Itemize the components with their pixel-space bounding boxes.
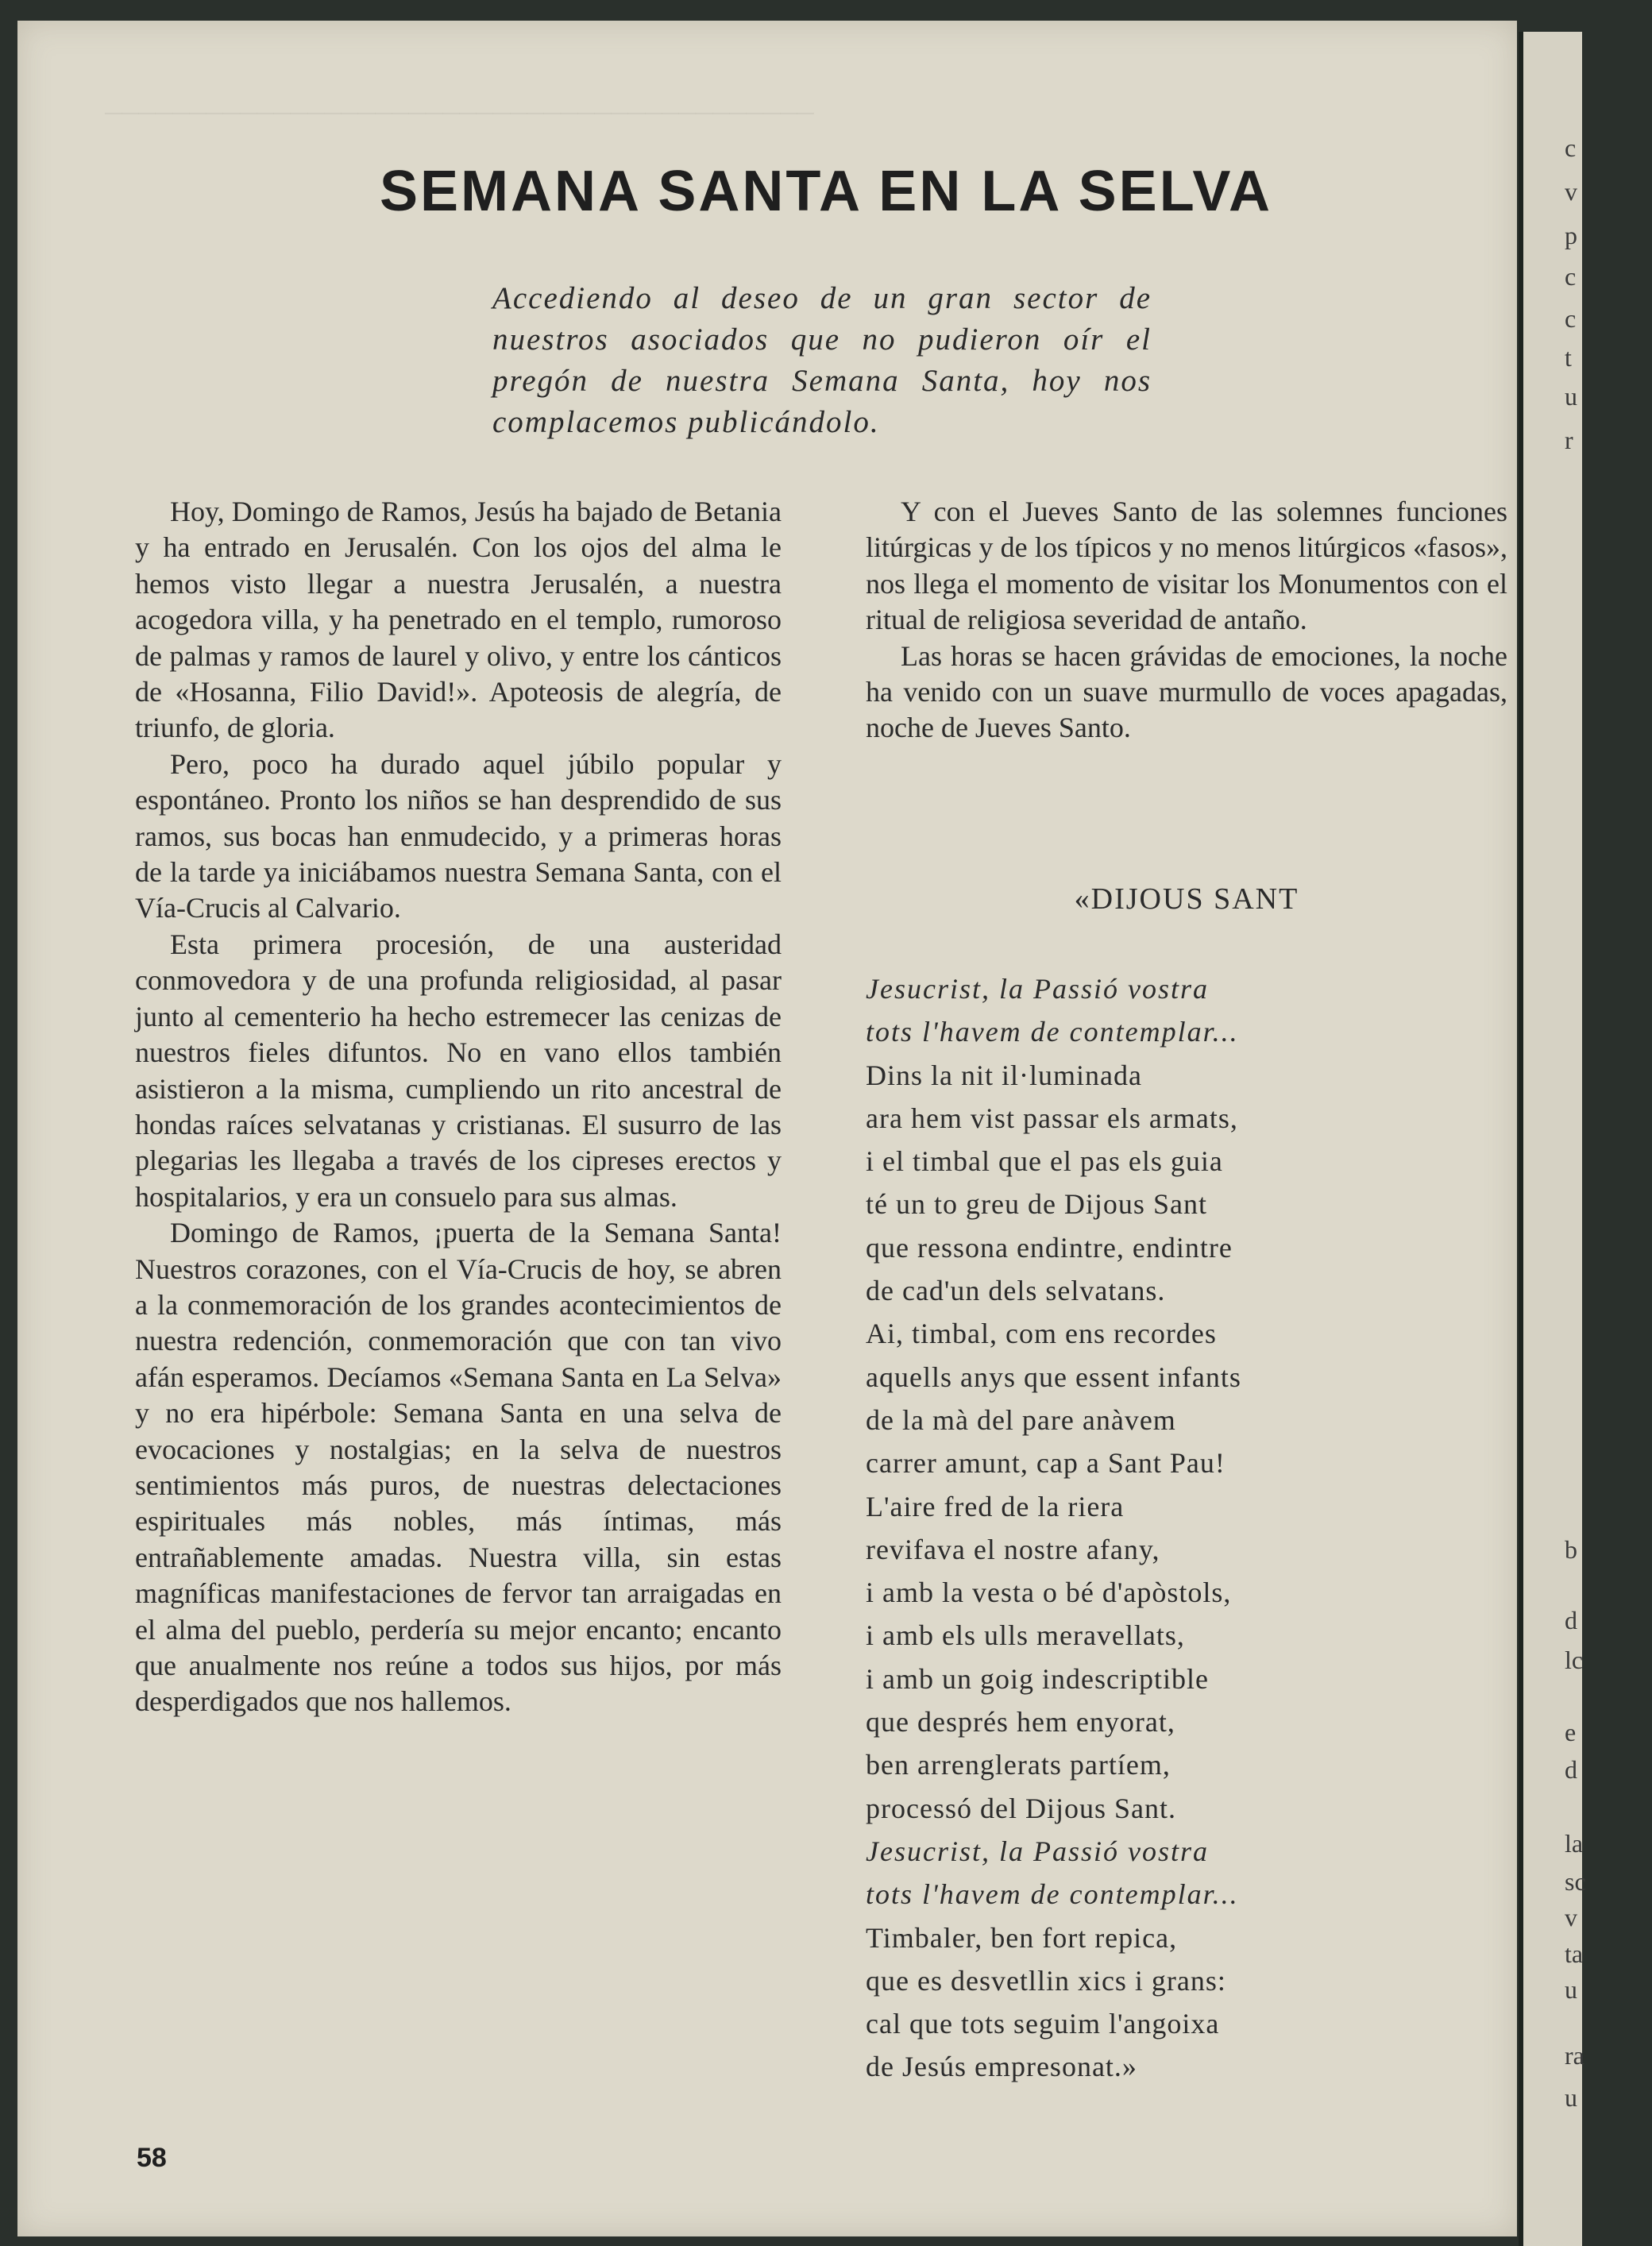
adjacent-page-edge (1519, 32, 1586, 2246)
poem-line: de la mà del pare anàvem (866, 1403, 1176, 1436)
poem-line: i el timbal que el pas els guia (866, 1145, 1223, 1178)
body-paragraph: Esta primera procesión, de una austeridad conmovedora y de una profunda religiosidad, al pasar junto al cementerio ha hecho estremecer las cenizas de nuestros fieles difuntos. No en vano ellos también asistieron a la misma, cumpliendo un rito ancestral de hondas raíces selvatanas y cristianas. El susurro de las plegarias les llegaba a través de los cipreses erectos y hospitalarios, y era un consuelo para sus almas. (135, 928, 782, 1213)
poem-line: de Jesús empresonat.» (866, 2051, 1137, 2083)
edge-letter: u (1565, 1975, 1577, 2004)
poem-line: cal que tots seguim l'angoixa (866, 2008, 1220, 2040)
poem-line: Timbaler, ben fort repica, (866, 1921, 1178, 1954)
edge-letter: v (1565, 177, 1577, 206)
body-paragraph: Pero, poco ha durado aquel júbilo popular y espontáneo. Pronto los niños se han desprendido de sus ramos, sus bocas han enmudecido, y a primeras horas de la tarde ya iniciábamos nuestra Semana Santa, con el Vía-Crucis al Calvario. (135, 747, 782, 924)
page-number: 58 (137, 2143, 167, 2173)
poem-line: ara hem vist passar els armats, (866, 1102, 1238, 1134)
poem-line: revifava el nostre afany, (866, 1533, 1160, 1565)
poem (866, 967, 1507, 2089)
poem-line: aquells anys que essent infants (866, 1360, 1241, 1393)
edge-letter: e (1565, 1718, 1577, 1746)
edge-letter: sc (1565, 1867, 1586, 1896)
edge-letter: u (1565, 382, 1577, 411)
body-paragraph: Y con el Jueves Santo de las solemnes funciones litúrgicas y de los típicos y no menos litúrgicos «fasos», nos llega el momento de visitar los Monumentos con el ritual de religiosa severidad de antaño. (866, 496, 1507, 636)
body-paragraph: Domingo de Ramos, ¡puerta de la Semana Santa! Nuestros corazones, con el Vía-Crucis de hoy, se abren a la conmemoración de los grandes acontecimientos de nuestra redención, conmemoración que con tan vivo afán esperamos. Decíamos «Semana Santa en La Selva» y no era hipérbole: Semana Santa en una selva de evocaciones y nostalgias; en la selva de nuestros sentimientos más puros, de nuestras delectaciones espirituales más nobles, más íntimas, más entrañablemente amadas. Nuestra villa, sin estas magníficas manifestaciones de fervor tan arraigadas en el alma del pueblo, perdería su mejor encanto; encanto que anualmente nos reúne a todos sus hijos, por más desperdigados que nos hallemos. (135, 1217, 782, 1718)
edge-letter: p (1565, 221, 1577, 249)
edge-letter: c (1565, 262, 1577, 291)
poem-line: que ressona endintre, endintre (866, 1231, 1233, 1264)
poem-line: tots l'havem de contemplar... (866, 1016, 1239, 1048)
poem-line: que es desvetllin xics i grans: (866, 1964, 1226, 1997)
poem-line: i amb un goig indescriptible (866, 1662, 1209, 1695)
poem-line: ben arrenglerats partíem, (866, 1749, 1171, 1781)
edge-letter: c (1565, 133, 1577, 162)
poem-line: i amb els ulls meravellats, (866, 1619, 1185, 1652)
edge-letter: v (1565, 1903, 1577, 1931)
poem-line: Dins la nit il·luminada (866, 1059, 1142, 1091)
edge-letter: d (1565, 1606, 1577, 1634)
edge-letter: d (1565, 1755, 1577, 1784)
body-paragraph: Las horas se hacen grávidas de emociones, la noche ha venido con un suave murmullo de voces apagadas, noche de Jueves Santo. (866, 639, 1507, 744)
right-column (866, 494, 1507, 747)
poem-line: L'aire fred de la riera (866, 1490, 1125, 1522)
edge-letter: t (1565, 343, 1572, 372)
poem-line: Jesucrist, la Passió vostra (866, 973, 1209, 1005)
edge-letter: la (1565, 1829, 1584, 1858)
bleed-through-text: ────────────────────────────────────────── (105, 100, 814, 126)
article-title: SEMANA SANTA EN LA SELVA (379, 160, 1272, 223)
edge-letter: c (1565, 304, 1577, 333)
body-paragraph: Hoy, Domingo de Ramos, Jesús ha bajado de Betania y ha entrado en Jerusalén. Con los ojos del alma le hemos visto llegar a nuestra Jerusalén, a nuestra acogedora villa, y ha penetrado en el templo, rumoroso de palmas y ramos de laurel y olivo, y entre los cánticos de «Hosanna, Filio David!». Apoteosis de alegría, de triunfo, de gloria. (135, 496, 782, 744)
poem-line: Ai, timbal, com ens recordes (866, 1318, 1217, 1350)
poem-line: tots l'havem de contemplar... (866, 1878, 1239, 1911)
edge-letter: ra (1565, 2041, 1584, 2070)
left-column (135, 494, 782, 1720)
poem-line: processó del Dijous Sant. (866, 1792, 1176, 1824)
poem-line: Jesucrist, la Passió vostra (866, 1835, 1209, 1867)
poem-line: de cad'un dels selvatans. (866, 1275, 1166, 1307)
poem-line: té un to greu de Dijous Sant (866, 1188, 1207, 1221)
edge-letter: b (1565, 1535, 1577, 1564)
poem-title: «DIJOUS SANT (1074, 882, 1299, 916)
edge-letter: u (1565, 2083, 1577, 2112)
edge-letter: ta (1565, 1939, 1584, 1968)
edge-letter: r (1565, 426, 1573, 454)
article-intro: Accediendo al deseo de un gran sector de nuestros asociados que no pudieron oír el pregón de nuestra Semana Santa, hoy nos complacemos publicándolo. (492, 281, 1152, 439)
edge-letter: lc (1565, 1646, 1584, 1674)
poem-line: i amb la vesta o bé d'apòstols, (866, 1576, 1232, 1609)
poem-line: carrer amunt, cap a Sant Pau! (866, 1447, 1225, 1480)
poem-line: que després hem enyorat, (866, 1706, 1175, 1739)
